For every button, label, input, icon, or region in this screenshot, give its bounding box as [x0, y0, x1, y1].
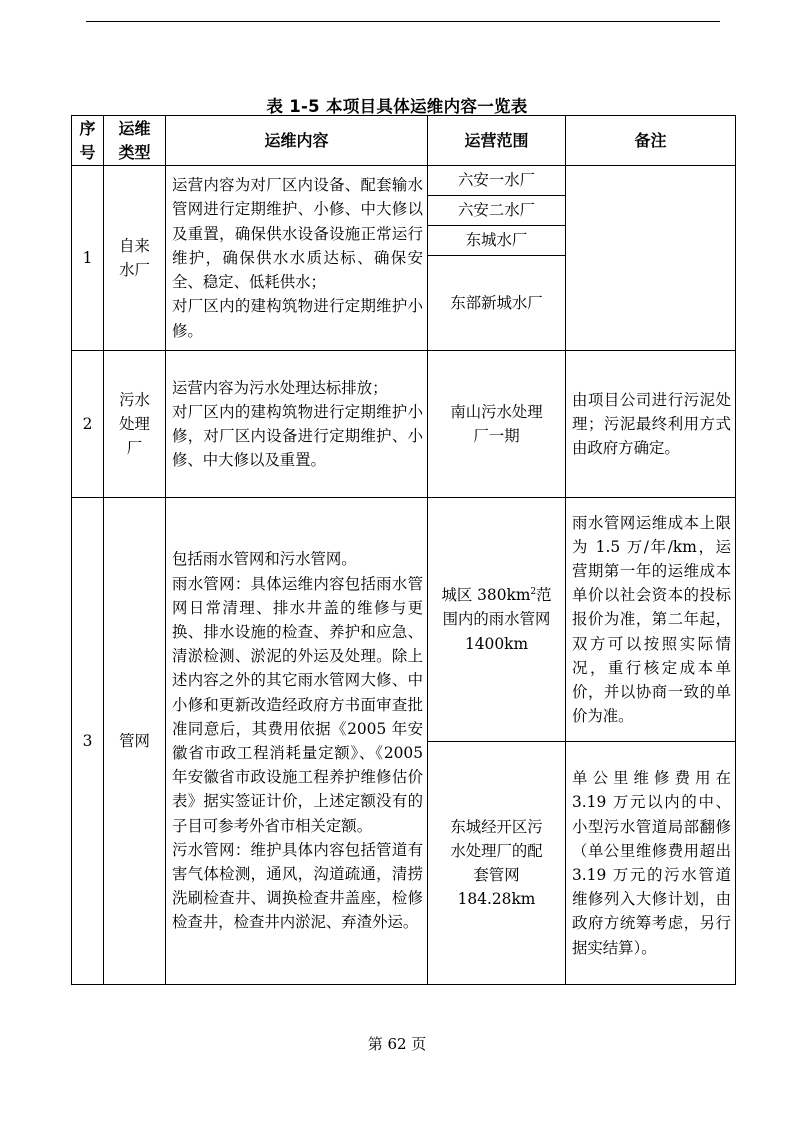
row1-scope-2: 六安二水厂	[428, 196, 566, 226]
row3-scope-rain-pre: 城区 380km	[441, 586, 531, 605]
maintenance-table	[71, 115, 736, 985]
row3-content-text	[172, 547, 423, 934]
row2-seq: 2	[72, 351, 104, 498]
content-paragraph: 雨水管网：具体运维内容包括雨水管网日常清理、排水井盖的维修与更换、排水设施的检查、养护和应急、清淤检测、淤泥的外运及处理。除上述内容之外的其它雨水管网大修、中小修和更新改造经政府方书面审查批准同意后，其费用依据《2005 年安徽省市政工程消耗量定额》、《2005 年安徽省市政设施工程养护维修估价表》据实签证计价，上述定额没有的子目可参考外省市相关定额。	[172, 574, 423, 835]
content-paragraph: 对厂区内的建构筑物进行定期维护小修，对厂区内设备进行定期维护、小修、中大修以及重置。	[172, 402, 423, 470]
header-seq-line1: 序	[79, 118, 96, 138]
row1-type-line2: 水厂	[119, 261, 150, 279]
page-number: 第 62 页	[367, 1035, 427, 1053]
table-row	[72, 166, 736, 196]
row3-scope-sewer-line3: 套管网	[473, 866, 520, 884]
row3-scope-rain-post: 范围内的雨水管网 1400km	[442, 586, 552, 653]
content-paragraph: 污水管网：维护具体内容包括管道有害气体检测，通风，沟道疏通，清捞洗刷检查井、调换检查井盖座，检修检查井，检查井内淤泥、弃渣外运。	[172, 840, 423, 932]
table-caption: 表 1-5 本项目具体运维内容一览表	[266, 97, 528, 116]
table-row	[72, 351, 736, 498]
content-paragraph: 对厂区内的建构筑物进行定期维护小修。	[172, 297, 423, 340]
row2-type-line3: 厂	[126, 439, 143, 458]
row1-scope-4: 东部新城水厂	[428, 256, 566, 351]
row3-scope-sewer-line1: 东城经开区污	[450, 817, 543, 836]
content-paragraph: 运营内容为污水处理达标排放；	[172, 378, 388, 397]
header-scope: 运营范围	[428, 116, 566, 166]
row1-type-line1: 自来	[119, 236, 150, 255]
header-seq	[72, 116, 104, 166]
header-type-line1: 运维	[118, 118, 151, 138]
row1-content	[166, 166, 428, 351]
row2-type-line2: 处理	[119, 414, 150, 433]
row3-scope-rain-sup: 2	[530, 587, 537, 598]
table-row	[72, 498, 736, 742]
row1-remark	[566, 166, 736, 351]
header-type-line2: 类型	[118, 142, 151, 162]
row3-type: 管网	[104, 498, 166, 985]
row2-type-line1: 污水	[119, 390, 150, 409]
header-rule	[86, 21, 720, 22]
row2-type	[104, 351, 166, 498]
row3-remark-rain: 雨水管网运维成本上限为 1.5 万/年/km，运营期第一年的运维成本单价以社会资本的投标报价为准，第二年起，双方可以按照实际情况，重行核定成本单价，并以协商一致的单价为准。	[566, 498, 736, 742]
header-seq-line2: 号	[79, 142, 96, 162]
row3-scope-sewer	[428, 742, 566, 985]
content-paragraph: 包括雨水管网和污水管网。	[172, 550, 357, 569]
row2-scope-line1: 南山污水处理	[450, 402, 543, 421]
row2-scope	[428, 351, 566, 498]
row1-type	[104, 166, 166, 351]
row3-remark-sewer: 单公里维修费用在 3.19 万元以内的中、小型污水管道局部翻修（单公里维修费用超出 3.19 万元的污水管道维修列入大修计划，由政府方统筹考虑，另行据实结算）。	[566, 742, 736, 985]
row1-scope-3: 东城水厂	[428, 226, 566, 256]
row3-seq: 3	[72, 498, 104, 985]
row1-seq: 1	[72, 166, 104, 351]
row3-scope-sewer-line4: 184.28km	[457, 890, 536, 909]
header-row	[72, 116, 736, 166]
header-remark: 备注	[566, 116, 736, 166]
row2-content-text	[172, 376, 423, 473]
row3-scope-rain	[428, 498, 566, 742]
row2-remark: 由项目公司进行污泥处理；污泥最终利用方式由政府方确定。	[566, 351, 736, 498]
row1-content-text	[172, 173, 423, 342]
row3-scope-sewer-line2: 水处理厂的配	[450, 841, 543, 860]
row2-scope-line2: 厂一期	[473, 427, 520, 445]
content-paragraph: 运营内容为对厂区内设备、配套输水管网进行定期维护、小修、中大修以及重置，确保供水设备设施正常运行维护，确保供水水质达标、确保安全、稳定、低耗供水；	[172, 176, 423, 292]
header-content: 运维内容	[166, 116, 428, 166]
header-type	[104, 116, 166, 166]
row3-content	[166, 498, 428, 985]
row1-scope-1: 六安一水厂	[428, 166, 566, 196]
row2-content	[166, 351, 428, 498]
